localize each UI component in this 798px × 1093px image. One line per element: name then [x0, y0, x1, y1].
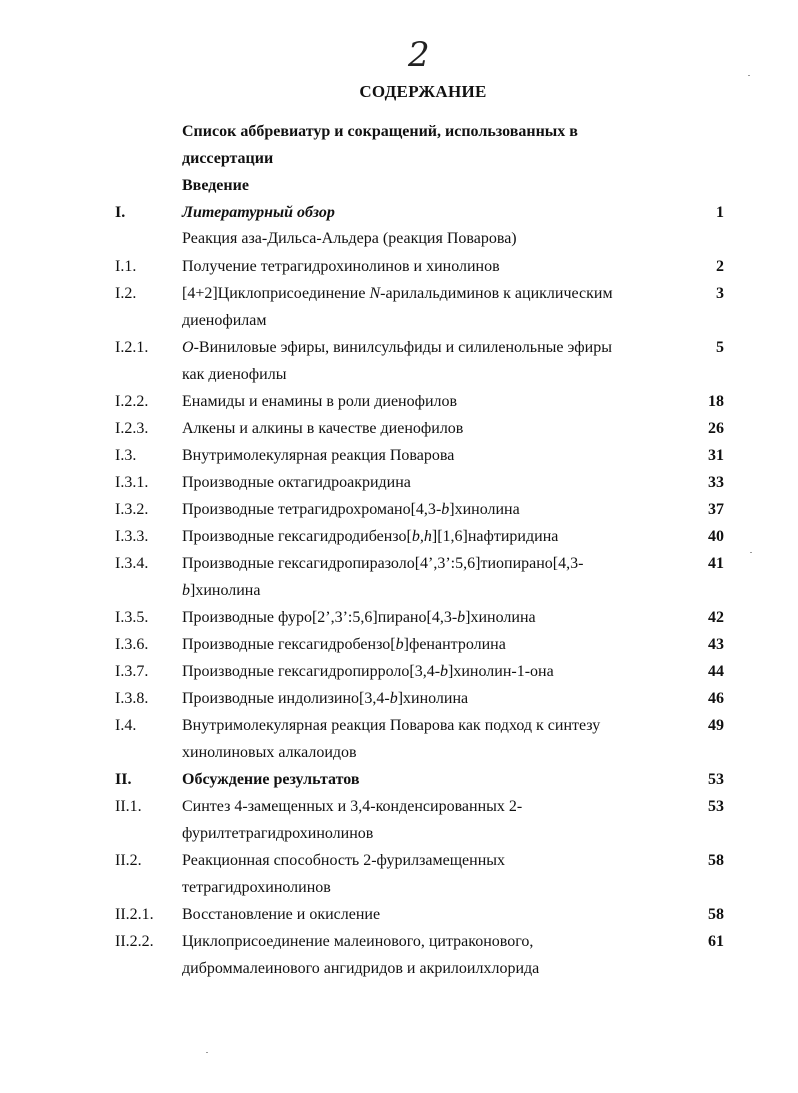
toc-entry-page: 40: [708, 528, 724, 545]
toc-entry-page: 58: [708, 852, 724, 869]
toc-entry-number: I.3.3.: [115, 528, 149, 545]
toc-entry-page: 1: [716, 204, 724, 221]
toc-entry-title: диброммалеинового ангидридов и акрилоилхлорида: [182, 960, 540, 977]
toc-entry-page: 44: [708, 663, 724, 680]
toc-entry-title: диенофилам: [182, 312, 267, 329]
toc-entry-number: I.4.: [115, 717, 137, 734]
toc-entry-page: 31: [708, 447, 724, 464]
toc-entry-number: II.2.: [115, 852, 142, 869]
toc-entry-page: 3: [716, 285, 724, 302]
toc-entry-title: b]хинолина: [182, 582, 261, 599]
toc-entry-page: 37: [708, 501, 724, 518]
toc-entry-number: I.2.1.: [115, 339, 149, 356]
toc-entry-title: Восстановление и окисление: [182, 906, 381, 923]
toc-entry-number: I.: [115, 204, 126, 221]
toc-entry-number: II.2.1.: [115, 906, 154, 923]
toc-entry-title: Алкены и алкины в качестве диенофилов: [182, 420, 464, 437]
toc-entry-number: II.1.: [115, 798, 142, 815]
toc-entry-number: I.3.2.: [115, 501, 149, 518]
toc-entry-title: [4+2]Циклоприсоединение N-арилальдиминов к ациклическим: [182, 285, 613, 302]
toc-entry-page: 58: [708, 906, 724, 923]
toc-entry-title: Синтез 4-замещенных и 3,4-конденсированных 2-: [182, 798, 523, 815]
toc-entry-title: Получение тетрагидрохинолинов и хинолинов: [182, 258, 500, 275]
toc-entry-page: 41: [708, 555, 724, 572]
toc-entry-page: 33: [708, 474, 724, 491]
toc-entry-number: I.1.: [115, 258, 137, 275]
toc-entry-title: тетрагидрохинолинов: [182, 879, 331, 896]
toc-entry-title: Производные индолизино[3,4-b]хинолина: [182, 690, 469, 707]
toc-entry-page: 61: [708, 933, 724, 950]
toc-entry-number: II.: [115, 771, 132, 788]
toc-entry-number: I.3.5.: [115, 609, 149, 626]
toc-entry-title: Производные гексагидродибензо[b,h][1,6]нафтиридина: [182, 528, 559, 545]
toc-entry-title: Производные гексагидропиразоло[4’,3’:5,6]тиопирано[4,3-: [182, 555, 584, 572]
toc-entry-number: I.2.3.: [115, 420, 149, 437]
toc-entry-title: фурилтетрагидрохинолинов: [182, 825, 374, 842]
toc-entry-page: 2: [716, 258, 724, 275]
page-title: СОДЕРЖАНИЕ: [359, 82, 487, 101]
toc-entry-title: диссертации: [182, 150, 274, 167]
toc-entry-number: I.2.2.: [115, 393, 149, 410]
toc-entry-title: Производные гексагидропирроло[3,4-b]хинолин-1-она: [182, 663, 554, 680]
scan-speck: [750, 552, 752, 553]
toc-entry-title: Обсуждение результатов: [182, 771, 360, 788]
toc-entry-page: 46: [708, 690, 724, 707]
toc-entry-number: I.3.: [115, 447, 137, 464]
toc-entry-title: хинолиновых алкалоидов: [182, 744, 357, 761]
toc-entry-title: Реакция аза-Дильса-Альдера (реакция Поварова): [182, 230, 517, 247]
toc-entry-page: 26: [708, 420, 724, 437]
toc-entry-title: Производные гексагидробензо[b]фенантролина: [182, 636, 506, 653]
toc-entry-page: 53: [708, 798, 724, 815]
scan-speck: [206, 1052, 208, 1053]
toc-entry-title: Производные октагидроакридина: [182, 474, 411, 491]
toc-entry-page: 18: [708, 393, 724, 410]
toc-entry-title: Внутримолекулярная реакция Поварова как подход к синтезу: [182, 717, 601, 734]
toc-entry-page: 49: [708, 717, 724, 734]
toc-entry-title: Енамиды и енамины в роли диенофилов: [182, 393, 458, 410]
toc-entry-number: I.3.8.: [115, 690, 149, 707]
toc-entry-title: как диенофилы: [182, 366, 287, 383]
toc-entry-title: Производные тетрагидрохромано[4,3-b]хинолина: [182, 501, 520, 518]
toc-entry-title: Литературный обзор: [182, 204, 335, 221]
toc-entry-number: I.2.: [115, 285, 137, 302]
toc-entry-title: O-Виниловые эфиры, винилсульфиды и силиленольные эфиры: [182, 339, 612, 356]
toc-entry-number: I.3.4.: [115, 555, 149, 572]
toc-entry-title: Список аббревиатур и сокращений, использованных в: [182, 123, 578, 140]
toc-entry-page: 42: [708, 609, 724, 626]
toc-entry-title: Реакционная способность 2-фурилзамещенных: [182, 852, 506, 869]
toc-entry-number: I.3.6.: [115, 636, 149, 653]
scan-speck: [748, 75, 750, 76]
toc-entry-number: I.3.1.: [115, 474, 149, 491]
toc-entry-page: 53: [708, 771, 724, 788]
toc-entry-number: I.3.7.: [115, 663, 149, 680]
toc-entry-title: Циклоприсоединение малеинового, цитраконового,: [182, 933, 534, 950]
toc-entry-title: Введение: [182, 177, 249, 194]
toc-entry-title: Производные фуро[2’,3’:5,6]пирано[4,3-b]хинолина: [182, 609, 536, 626]
toc-entry-title: Внутримолекулярная реакция Поварова: [182, 447, 455, 464]
toc-entry-page: 5: [716, 339, 724, 356]
handwritten-page-number: 2: [408, 35, 430, 75]
toc-entry-number: II.2.2.: [115, 933, 154, 950]
toc-entry-page: 43: [708, 636, 724, 653]
